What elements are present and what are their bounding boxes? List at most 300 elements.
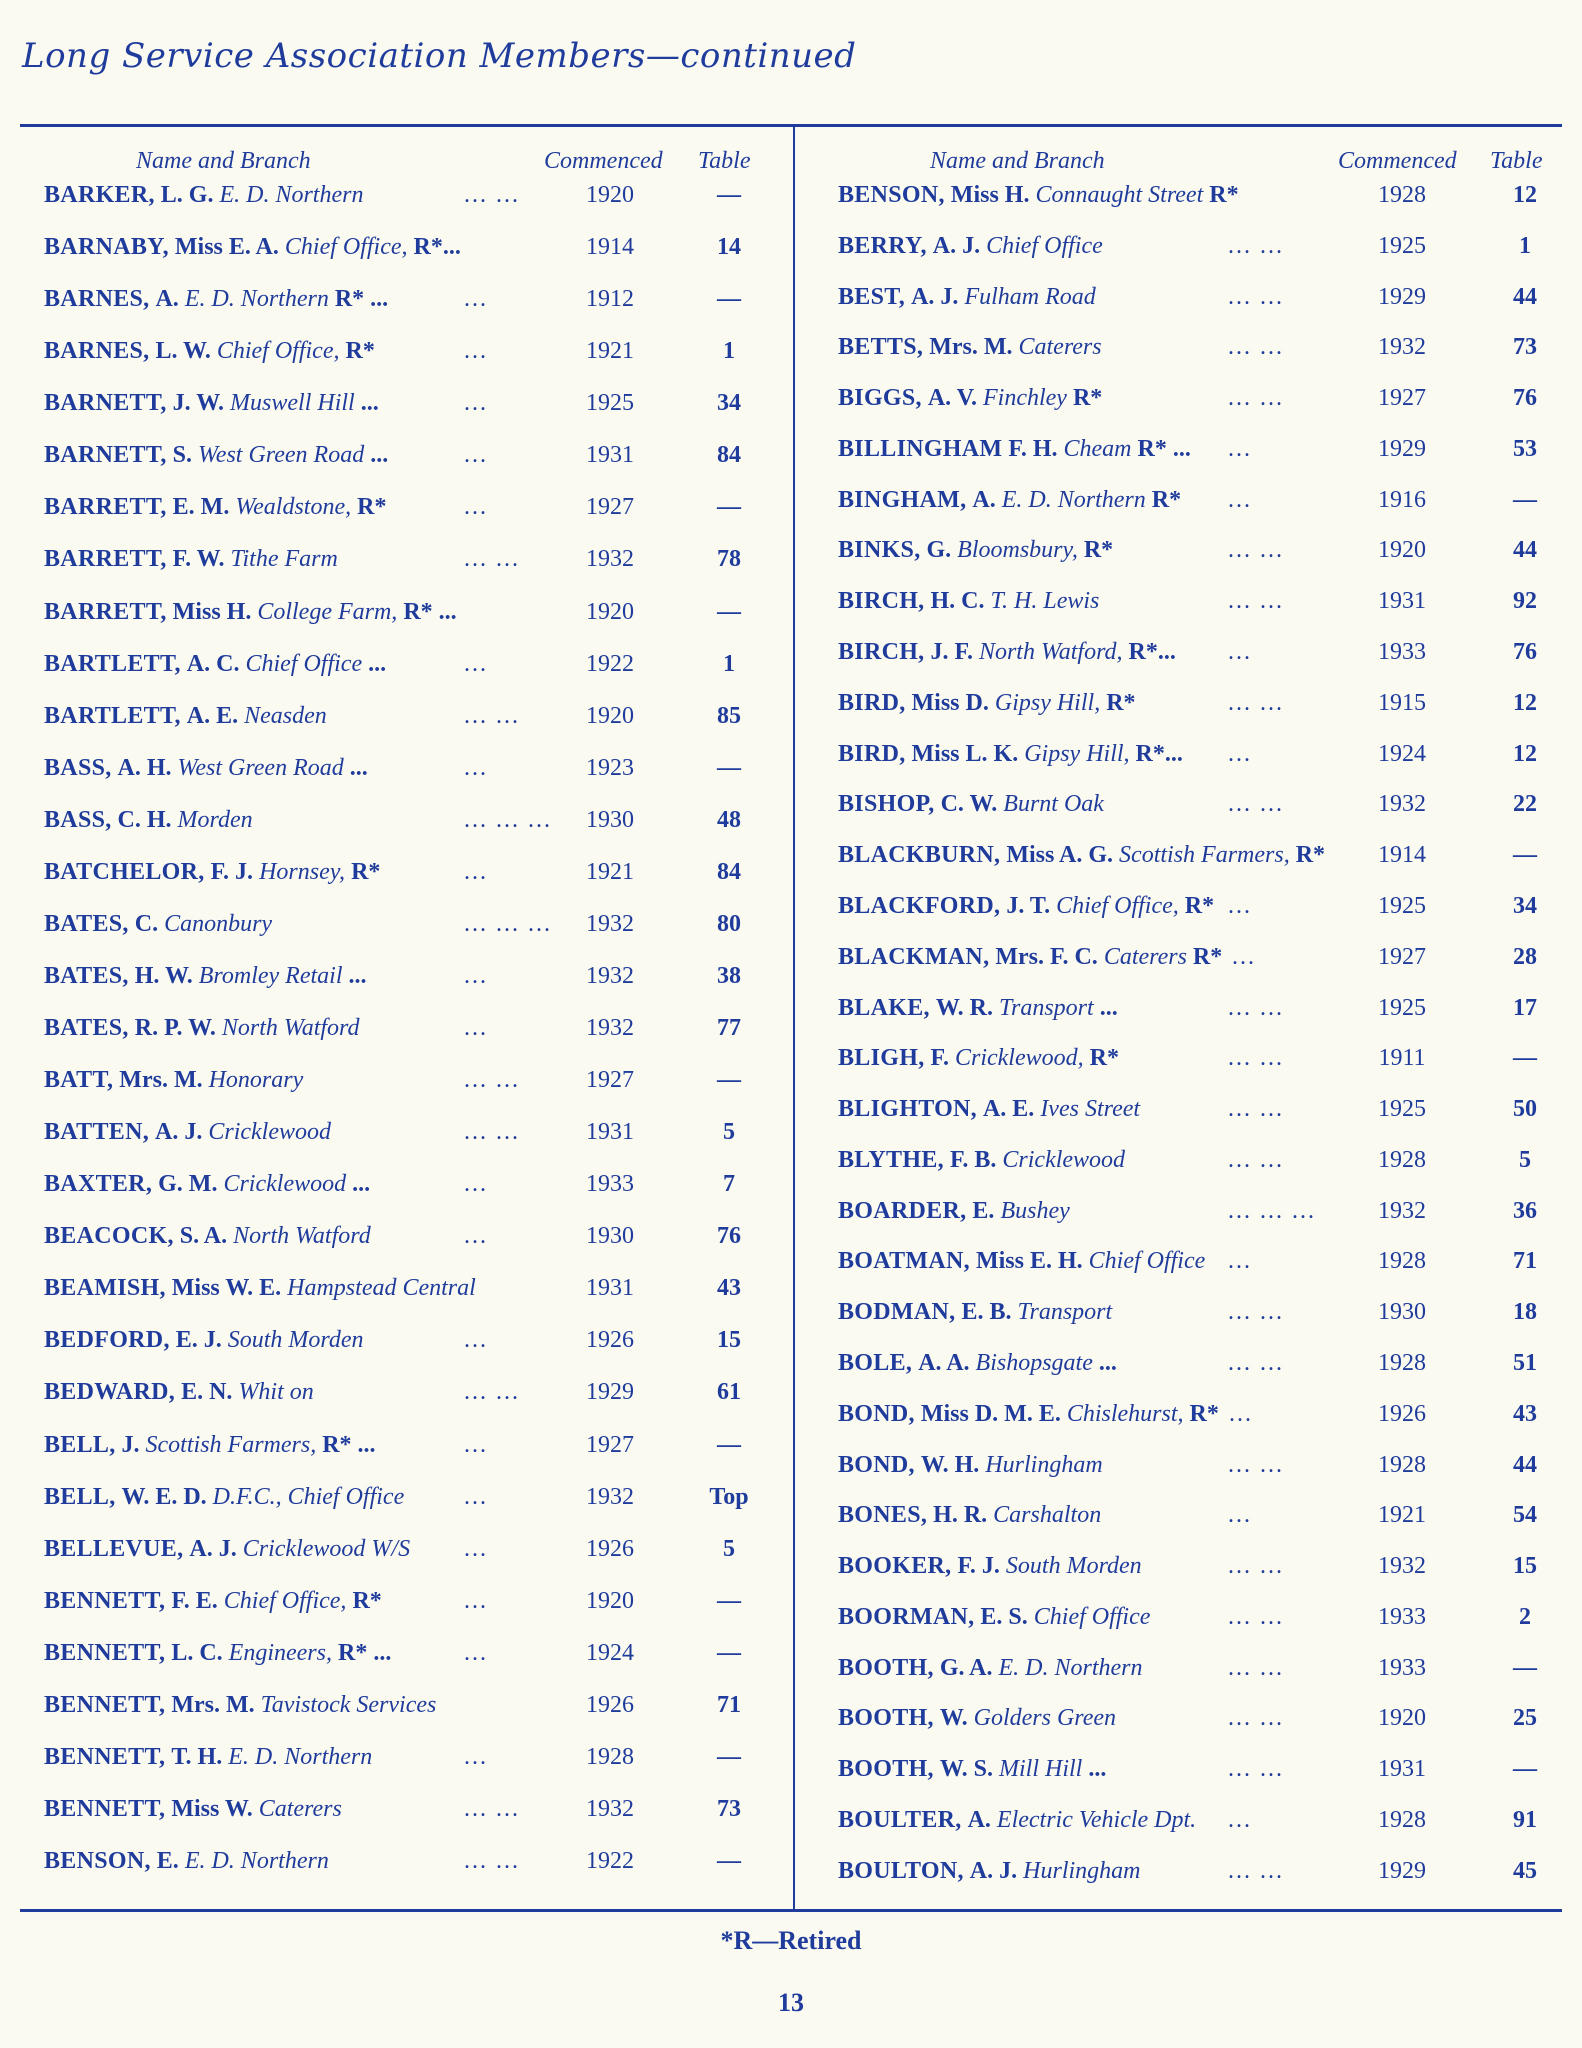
member-row xyxy=(44,1011,784,1045)
retired-flag: R* xyxy=(1089,1045,1119,1072)
commenced-year: 1929 xyxy=(586,1379,634,1406)
member-initials: J. xyxy=(121,1431,140,1458)
member-branch: Chief Office xyxy=(1088,1248,1206,1275)
member-row xyxy=(44,647,784,681)
member-initials: A. V. xyxy=(927,385,977,412)
leader-dots: ... ... xyxy=(464,702,520,729)
leader-dots: ... ... xyxy=(1228,385,1284,412)
commenced-year: 1925 xyxy=(586,390,634,417)
header-table: Table xyxy=(1490,148,1543,174)
member-initials: Miss D. xyxy=(911,689,989,716)
member-branch: Bushey xyxy=(1000,1197,1070,1224)
right-column-header xyxy=(838,148,1558,178)
member-row xyxy=(44,1219,784,1253)
member-branch: E. D. Northern xyxy=(184,286,329,313)
member-name-and-branch xyxy=(838,280,1096,314)
leader-dots: ... xyxy=(1228,892,1252,919)
table-number: 18 xyxy=(1513,1299,1537,1326)
member-initials: Mrs. M. xyxy=(171,1691,255,1718)
member-branch: Finchley xyxy=(982,385,1067,412)
member-branch: Caterers xyxy=(258,1795,342,1822)
member-row xyxy=(44,1115,784,1149)
table-number: 5 xyxy=(723,1119,735,1146)
member-surname: BENNETT, xyxy=(44,1795,166,1822)
table-number: 71 xyxy=(1513,1248,1537,1275)
leader-dots: ... ... xyxy=(1228,1349,1284,1376)
member-row xyxy=(44,334,784,368)
member-name-and-branch xyxy=(838,889,1214,923)
leader-dots: ... ... xyxy=(464,1795,520,1822)
table-number: 43 xyxy=(1513,1400,1537,1427)
member-initials: W. xyxy=(939,1705,968,1732)
leader-dots: ... xyxy=(464,338,488,365)
member-name-and-branch xyxy=(838,1397,1219,1431)
member-name-and-branch xyxy=(838,1041,1119,1075)
member-surname: BENSON, xyxy=(44,1848,151,1874)
member-branch: Caterers xyxy=(1103,943,1187,970)
commenced-year: 1924 xyxy=(586,1639,634,1666)
table-number: — xyxy=(717,1067,741,1094)
commenced-year: 1932 xyxy=(586,1795,634,1822)
member-initials: A. xyxy=(972,486,996,513)
table-number: 73 xyxy=(717,1795,741,1822)
member-surname: BODMAN, xyxy=(838,1299,956,1326)
member-name-and-branch xyxy=(44,1480,404,1514)
member-branch: West Green Road xyxy=(177,754,344,781)
member-name-and-branch xyxy=(44,542,338,576)
member-name-and-branch xyxy=(44,1271,476,1305)
member-row xyxy=(838,1701,1558,1735)
member-surname: BOOTH, xyxy=(838,1705,934,1732)
member-surname: BIRD, xyxy=(838,689,906,716)
commenced-year: 1927 xyxy=(586,494,634,521)
leader-dots: ... xyxy=(1228,1502,1252,1529)
member-branch: Chief Office, xyxy=(1056,892,1179,919)
table-number: 53 xyxy=(1513,435,1537,462)
commenced-year: 1928 xyxy=(586,1743,634,1770)
member-surname: BLIGHTON, xyxy=(838,1096,977,1123)
member-initials: H. C. xyxy=(930,588,985,615)
table-number: 48 xyxy=(717,806,741,833)
member-row xyxy=(838,584,1558,618)
member-surname: BATCHELOR, xyxy=(44,858,205,885)
member-row xyxy=(838,889,1558,923)
member-initials: G. xyxy=(926,537,952,564)
member-row xyxy=(838,1346,1558,1380)
retired-flag: R* xyxy=(1106,689,1136,716)
table-number: 1 xyxy=(1519,232,1531,259)
member-initials: Mrs. F. C. xyxy=(995,943,1098,970)
page-number: 13 xyxy=(778,1988,804,2017)
member-initials: W. E. D. xyxy=(121,1483,207,1510)
table-number: 78 xyxy=(717,546,741,573)
leader-dots: ... ... ... xyxy=(1228,1197,1316,1224)
member-row xyxy=(838,737,1558,771)
member-branch: Transport xyxy=(1017,1299,1113,1326)
table-number: Top xyxy=(709,1483,749,1510)
member-branch: Burnt Oak xyxy=(1003,791,1104,818)
member-branch: E. D. Northern xyxy=(184,1848,329,1874)
member-name-and-branch xyxy=(44,282,388,316)
member-surname: BOATMAN, xyxy=(838,1248,970,1275)
member-name-and-branch xyxy=(44,1688,436,1722)
leader-dots: ... xyxy=(464,1171,488,1198)
table-number: 85 xyxy=(717,702,741,729)
member-branch: Chief Office xyxy=(245,650,363,677)
table-number: 91 xyxy=(1513,1807,1537,1833)
retired-flag: ... xyxy=(1098,1349,1117,1376)
member-name-and-branch xyxy=(44,1428,376,1462)
member-name-and-branch xyxy=(838,1194,1070,1228)
member-row xyxy=(838,1041,1558,1075)
member-surname: BEDFORD, xyxy=(44,1327,170,1354)
member-branch: Cheam xyxy=(1063,435,1132,462)
member-name-and-branch xyxy=(44,230,461,264)
member-surname: BOOTH, xyxy=(838,1654,934,1681)
table-number: — xyxy=(1513,486,1537,513)
leader-dots: ... ... xyxy=(1228,1654,1284,1681)
member-initials: F. J. xyxy=(210,858,254,885)
member-branch: College Farm, xyxy=(257,598,398,625)
right-column xyxy=(838,148,1558,1888)
member-row xyxy=(44,1688,784,1722)
retired-flag: ... xyxy=(360,390,379,417)
leader-dots: ... xyxy=(1228,435,1252,462)
member-initials: E. xyxy=(156,1848,179,1874)
table-number: — xyxy=(1513,842,1537,869)
member-name-and-branch xyxy=(838,1651,1143,1685)
leader-dots: ... xyxy=(464,442,488,469)
column-divider xyxy=(793,127,795,1909)
member-row xyxy=(44,803,784,837)
member-initials: Miss W. E. xyxy=(171,1275,282,1302)
member-branch: Engineers, xyxy=(228,1639,332,1666)
member-branch: South Morden xyxy=(1005,1553,1142,1580)
member-name-and-branch xyxy=(44,1219,371,1253)
member-name-and-branch xyxy=(838,787,1104,821)
commenced-year: 1928 xyxy=(1378,182,1426,208)
retired-flag: R*... xyxy=(413,234,461,261)
member-initials: L. W. xyxy=(155,338,211,365)
header-name-and-branch: Name and Branch xyxy=(930,148,1105,174)
member-branch: Chief Office, xyxy=(216,338,340,365)
footnote: *R—Retired xyxy=(720,1926,862,1955)
retired-flag: R* xyxy=(1151,486,1182,513)
member-initials: Miss L. K. xyxy=(911,740,1019,767)
member-surname: BASS, xyxy=(44,754,112,781)
member-name-and-branch xyxy=(44,490,386,524)
member-branch: Bloomsbury, xyxy=(957,537,1078,564)
table-number: 73 xyxy=(1513,334,1537,361)
retired-flag: R* xyxy=(1184,892,1215,919)
table-number: 44 xyxy=(1513,283,1537,310)
leader-dots: ... ... xyxy=(464,1119,520,1146)
member-branch: Chislehurst, xyxy=(1066,1400,1184,1427)
leader-dots: ... xyxy=(464,494,488,521)
member-initials: T. H. xyxy=(171,1743,223,1770)
left-column xyxy=(44,148,784,1878)
member-surname: BIGGS, xyxy=(838,385,922,412)
member-row xyxy=(44,1844,784,1878)
member-initials: G. M. xyxy=(158,1171,218,1198)
member-initials: A. A. xyxy=(918,1349,970,1376)
top-rule xyxy=(20,124,1562,127)
member-surname: BARKER, xyxy=(44,182,155,208)
member-row xyxy=(838,1194,1558,1228)
commenced-year: 1914 xyxy=(586,234,634,261)
member-name-and-branch xyxy=(44,386,379,420)
table-number: 44 xyxy=(1513,537,1537,564)
member-name-and-branch xyxy=(838,330,1102,364)
member-row xyxy=(44,1584,784,1618)
member-surname: BIRCH, xyxy=(838,639,925,666)
commenced-year: 1933 xyxy=(1378,1654,1426,1681)
table-number: 36 xyxy=(1513,1197,1537,1224)
commenced-year: 1930 xyxy=(586,806,634,833)
member-initials: E. M. xyxy=(172,494,230,521)
member-name-and-branch xyxy=(44,855,380,889)
commenced-year: 1925 xyxy=(1378,994,1426,1021)
retired-flag: R* xyxy=(352,1587,382,1614)
commenced-year: 1925 xyxy=(1378,232,1426,259)
member-branch: Wealdstone, xyxy=(235,494,352,521)
table-number: 12 xyxy=(1513,182,1537,208)
commenced-year: 1928 xyxy=(1378,1248,1426,1275)
table-number: 43 xyxy=(717,1275,741,1302)
leader-dots: ... ... xyxy=(464,1379,520,1406)
member-row xyxy=(838,330,1558,364)
commenced-year: 1932 xyxy=(1378,1553,1426,1580)
commenced-year: 1931 xyxy=(1378,1756,1426,1783)
member-initials: A. J. xyxy=(155,1119,203,1146)
table-number: 84 xyxy=(717,858,741,885)
member-row xyxy=(838,1244,1558,1278)
member-name-and-branch xyxy=(838,1295,1112,1329)
member-surname: BOND, xyxy=(838,1400,915,1427)
member-name-and-branch xyxy=(838,635,1176,669)
member-row xyxy=(838,381,1558,415)
retired-flag: R* xyxy=(1209,182,1239,208)
leader-dots: ... xyxy=(464,1535,488,1562)
commenced-year: 1926 xyxy=(1378,1400,1426,1427)
commenced-year: 1932 xyxy=(586,1483,634,1510)
table-number: 34 xyxy=(1513,892,1537,919)
member-branch: T. H. Lewis xyxy=(990,588,1100,615)
member-branch: Tithe Farm xyxy=(230,546,338,573)
commenced-year: 1930 xyxy=(1378,1299,1426,1326)
member-branch: Hampstead Central xyxy=(287,1275,476,1302)
leader-dots: ... xyxy=(464,962,488,989)
member-row xyxy=(44,1636,784,1670)
member-row xyxy=(838,1143,1558,1177)
member-name-and-branch xyxy=(838,1448,1103,1482)
retired-flag: R* ... xyxy=(337,1639,392,1666)
member-row xyxy=(44,1792,784,1826)
table-number: — xyxy=(717,598,741,625)
leader-dots: ... ... xyxy=(1228,1451,1284,1478)
header-table: Table xyxy=(698,148,751,174)
member-initials: F. H. xyxy=(1008,435,1058,462)
member-name-and-branch xyxy=(838,381,1102,415)
member-branch: Bromley Retail xyxy=(198,962,343,989)
member-surname: BONES, xyxy=(838,1502,928,1529)
member-branch: North Watford xyxy=(233,1223,371,1250)
table-number: — xyxy=(1513,1756,1537,1783)
member-surname: BARTLETT, xyxy=(44,702,181,729)
table-number: 84 xyxy=(717,442,741,469)
member-name-and-branch xyxy=(44,907,272,941)
leader-dots: ... ... xyxy=(1228,1857,1284,1884)
table-number: 5 xyxy=(1519,1146,1531,1173)
member-row xyxy=(838,1295,1558,1329)
member-row xyxy=(44,490,784,524)
member-name-and-branch xyxy=(838,483,1181,517)
member-surname: BENNETT, xyxy=(44,1587,166,1614)
member-branch: Scottish Farmers, xyxy=(145,1431,317,1458)
member-surname: BELL, xyxy=(44,1431,116,1458)
leader-dots: ... ... xyxy=(1228,232,1284,259)
member-name-and-branch xyxy=(44,178,363,212)
retired-flag: R*... xyxy=(1135,740,1183,767)
member-name-and-branch xyxy=(838,533,1113,567)
member-surname: BATES, xyxy=(44,962,129,989)
member-row xyxy=(44,907,784,941)
member-row xyxy=(44,542,784,576)
member-branch: Carshalton xyxy=(993,1502,1102,1529)
member-name-and-branch xyxy=(838,838,1325,872)
member-name-and-branch xyxy=(44,751,368,785)
table-number: — xyxy=(717,1639,741,1666)
member-name-and-branch xyxy=(838,229,1103,263)
commenced-year: 1920 xyxy=(1378,537,1426,564)
member-name-and-branch xyxy=(44,959,367,993)
left-member-list xyxy=(44,178,784,1878)
member-branch: Gipsy Hill, xyxy=(994,689,1101,716)
leader-dots: ... ... xyxy=(464,182,520,208)
member-initials: Miss W. xyxy=(171,1795,253,1822)
leader-dots: ... xyxy=(464,1587,488,1614)
member-branch: Cricklewood W/S xyxy=(242,1535,411,1562)
member-branch: Scottish Farmers, xyxy=(1119,842,1290,869)
member-name-and-branch xyxy=(838,1600,1150,1634)
leader-dots: ... xyxy=(464,754,488,781)
retired-flag: ... xyxy=(368,650,387,677)
member-branch: Cricklewood xyxy=(1002,1146,1126,1173)
member-row xyxy=(838,1854,1558,1888)
member-surname: BARTLETT, xyxy=(44,650,181,677)
table-number: 5 xyxy=(723,1535,735,1562)
commenced-year: 1921 xyxy=(1378,1502,1426,1529)
member-initials: Miss E. H. xyxy=(975,1248,1083,1275)
leader-dots: ... ... xyxy=(464,1848,520,1874)
table-number: 61 xyxy=(717,1379,741,1406)
table-number: 25 xyxy=(1513,1705,1537,1732)
member-name-and-branch xyxy=(838,1092,1140,1126)
commenced-year: 1932 xyxy=(586,1015,634,1041)
member-initials: J. F. xyxy=(930,639,973,666)
member-initials: A. E. xyxy=(982,1096,1035,1123)
leader-dots: ... ... xyxy=(1228,791,1284,818)
member-initials: Miss H. xyxy=(172,598,252,625)
member-row xyxy=(44,1428,784,1462)
retired-flag: ... xyxy=(370,442,389,469)
member-surname: BETTS, xyxy=(838,334,924,361)
retired-flag: R* xyxy=(351,858,381,885)
commenced-year: 1929 xyxy=(1378,435,1426,462)
leader-dots: ... ... xyxy=(1228,1096,1284,1123)
member-row xyxy=(838,1498,1558,1532)
leader-dots: ... ... xyxy=(1228,1756,1284,1783)
member-branch: Hurlingham xyxy=(1023,1857,1141,1884)
member-branch: Transport xyxy=(998,994,1094,1021)
member-surname: BATT, xyxy=(44,1067,114,1094)
member-branch: D.F.C., Chief Office xyxy=(212,1483,405,1510)
leader-dots: ... xyxy=(464,858,488,885)
member-surname: BOULTON, xyxy=(838,1857,964,1884)
member-surname: BEAMISH, xyxy=(44,1275,166,1302)
table-number: — xyxy=(717,494,741,521)
table-number: 7 xyxy=(723,1171,735,1198)
member-initials: W. R. xyxy=(935,994,993,1021)
member-row xyxy=(838,940,1558,974)
member-name-and-branch xyxy=(838,1244,1205,1278)
member-initials: W. S. xyxy=(939,1756,993,1783)
commenced-year: 1927 xyxy=(586,1067,634,1094)
member-branch: Chief Office, xyxy=(223,1587,347,1614)
leader-dots: ... ... xyxy=(464,546,520,573)
header-name-and-branch: Name and Branch xyxy=(136,148,311,174)
retired-flag: R* ... xyxy=(322,1431,376,1458)
member-name-and-branch xyxy=(44,595,457,629)
member-row xyxy=(838,1752,1558,1786)
retired-flag: R* xyxy=(1295,842,1326,869)
member-row xyxy=(44,595,784,629)
leader-dots: ... ... ... xyxy=(464,806,552,833)
table-number: 22 xyxy=(1513,791,1537,818)
table-number: 15 xyxy=(717,1327,741,1354)
member-surname: BOOTH, xyxy=(838,1756,934,1783)
leader-dots: ... ... xyxy=(1228,1603,1284,1630)
member-branch: E. D. Northern xyxy=(998,1654,1143,1681)
member-initials: A. J. xyxy=(932,232,981,259)
member-branch: E. D. Northern xyxy=(1001,486,1146,513)
member-surname: BENNETT, xyxy=(44,1639,166,1666)
member-surname: BOLE, xyxy=(838,1349,913,1376)
table-number: — xyxy=(717,1431,741,1458)
commenced-year: 1925 xyxy=(1378,1096,1426,1123)
member-initials: Mrs. M. xyxy=(929,334,1013,361)
member-surname: BLACKBURN, xyxy=(838,842,1001,869)
leader-dots: ... ... xyxy=(1228,334,1284,361)
member-branch: Chief Office xyxy=(986,232,1103,259)
member-initials: E. J. xyxy=(175,1327,222,1354)
member-initials: F. J. xyxy=(957,1553,1000,1580)
member-name-and-branch xyxy=(44,1375,314,1409)
member-surname: BLACKMAN, xyxy=(838,943,990,970)
member-surname: BENSON, xyxy=(838,182,945,208)
table-number: — xyxy=(717,754,741,781)
member-name-and-branch xyxy=(44,1584,382,1618)
commenced-year: 1923 xyxy=(586,754,634,781)
leader-dots: ... ... xyxy=(1228,689,1284,716)
member-row xyxy=(838,483,1558,517)
member-surname: BLAKE, xyxy=(838,994,930,1021)
member-initials: A. xyxy=(155,286,179,313)
leader-dots: ... ... xyxy=(1228,537,1284,564)
commenced-year: 1926 xyxy=(586,1535,634,1562)
member-surname: BARRETT, xyxy=(44,598,167,625)
member-initials: Mrs. M. xyxy=(119,1067,203,1094)
